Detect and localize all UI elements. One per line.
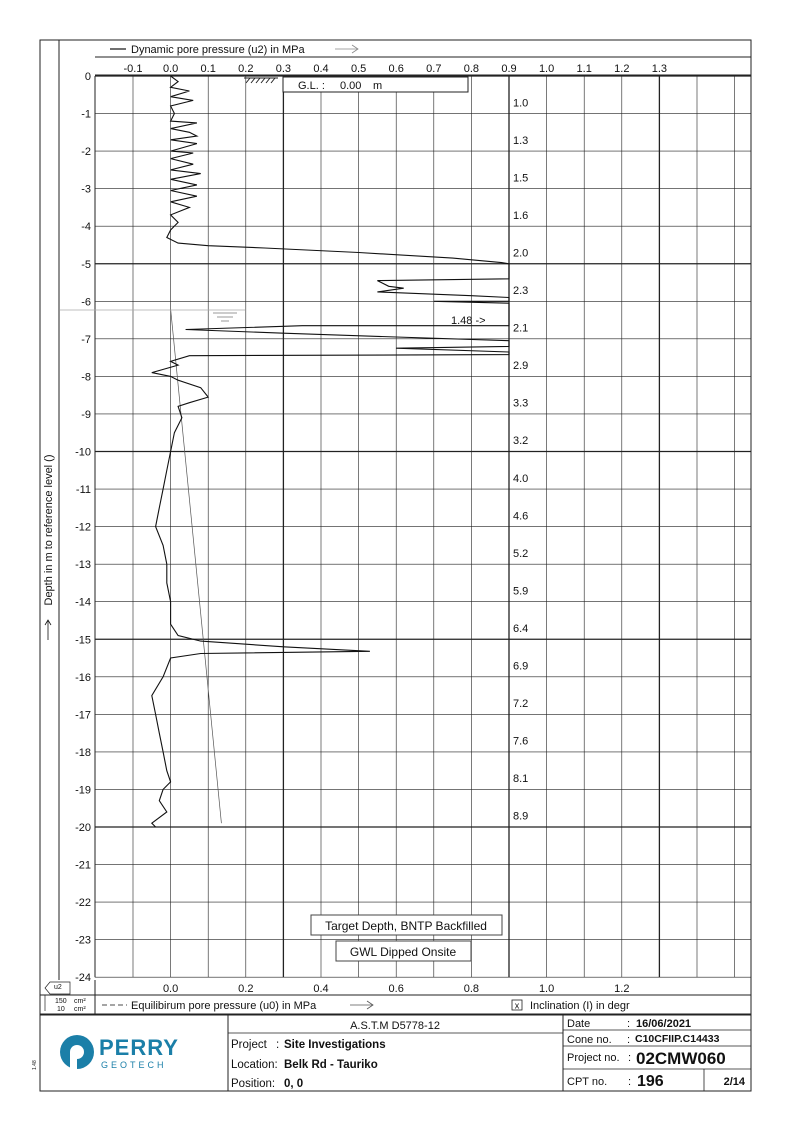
u2-tick-label: 0.4 <box>313 63 329 75</box>
depth-tick-label: -13 <box>75 559 91 572</box>
cone-u2-label: u2 <box>54 984 62 991</box>
projno-colon: : <box>628 1052 632 1064</box>
inclination-value-label: 2.0 <box>513 247 529 260</box>
inclination-title: Inclination (I) in degr <box>530 1000 630 1012</box>
top-axis-arrow <box>335 45 358 53</box>
inclination-value-label: 8.1 <box>513 773 529 786</box>
depth-tick-label: -10 <box>75 446 91 459</box>
u2-tick-label: 0.9 <box>501 63 517 75</box>
logo-company-name: PERRY <box>99 1035 179 1060</box>
u0-tick-label: 0.8 <box>463 983 480 995</box>
inclination-value-label: 1.0 <box>513 97 529 110</box>
u2-tick-label: 0.8 <box>463 63 480 75</box>
depth-tick-label: -8 <box>81 371 91 384</box>
depth-axis-ticks <box>75 71 91 984</box>
projno-value: 02CMW060 <box>636 1049 726 1068</box>
inclination-value-label: 5.2 <box>513 547 529 560</box>
depth-axis-label: Depth in m to reference level () <box>43 454 55 606</box>
depth-tick-label: -7 <box>81 333 91 346</box>
projno-label: Project no. <box>567 1052 620 1064</box>
inclination-labels <box>513 97 528 822</box>
top-axis-title: Dynamic pore pressure (u2) in MPa <box>131 44 305 56</box>
u2-tick-label: 0.3 <box>275 63 292 75</box>
depth-tick-label: -20 <box>75 822 91 834</box>
gl-label: G.L. : <box>298 80 325 92</box>
depth-tick-label: -16 <box>75 671 91 684</box>
depth-tick-label: -4 <box>81 221 91 234</box>
page-number: 2/14 <box>723 1076 745 1088</box>
depth-tick-label: -23 <box>75 934 91 947</box>
cpt-value: 196 <box>637 1073 664 1090</box>
depth-tick-label: -9 <box>81 408 91 421</box>
inclination-value-label: 6.9 <box>513 660 529 673</box>
depth-tick-label: -18 <box>75 746 91 759</box>
u2-axis-ticks <box>124 63 668 75</box>
depth-tick-label: -17 <box>75 709 91 722</box>
u2-tick-label: 1.1 <box>576 63 592 75</box>
u2-tick-label: 0.1 <box>200 63 216 75</box>
u0-tick-label: 0.6 <box>388 983 404 995</box>
inclination-value-label: 7.6 <box>513 735 529 748</box>
inclination-value-label: 8.9 <box>513 810 529 823</box>
position-label: Position: <box>231 1078 276 1090</box>
cone-unit-1: cm² <box>74 998 86 1005</box>
date-label: Date <box>567 1018 591 1030</box>
depth-tick-label: -24 <box>75 972 91 985</box>
u0-axis-title: Equilibirum pore pressure (u0) in MPa <box>131 1000 317 1012</box>
inclination-value-label: 2.3 <box>513 285 529 298</box>
side-tiny-text: 1.48 <box>32 1060 38 1070</box>
cone-area-2: 10 <box>57 1006 65 1013</box>
inclination-value-label: 6.4 <box>513 622 529 635</box>
depth-tick-label: -15 <box>75 634 91 647</box>
inclination-value-label: 7.2 <box>513 698 529 711</box>
standard-text: A.S.T.M D5778-12 <box>350 1020 440 1032</box>
u0-tick-label: 1.2 <box>614 983 630 995</box>
inclination-value-label: 4.0 <box>513 472 529 485</box>
depth-tick-label: -22 <box>75 897 91 910</box>
depth-tick-label: -2 <box>81 146 91 159</box>
date-colon: : <box>627 1018 631 1030</box>
inclination-value-label: 1.5 <box>513 172 529 185</box>
u2-tick-label: 0.2 <box>238 63 254 75</box>
date-value: 16/06/2021 <box>636 1018 692 1030</box>
gwl-text: GWL Dipped Onsite <box>349 945 457 959</box>
u2-tick-label: 0.7 <box>426 63 442 75</box>
cone-value: C10CFIIP.C14433 <box>635 1033 720 1045</box>
depth-axis-label-group <box>43 454 55 605</box>
u2-tick-label: 1.3 <box>651 63 668 75</box>
inclination-legend <box>512 1000 630 1012</box>
u2-tick-label: 0.6 <box>388 63 404 75</box>
inclination-value-label: 3.3 <box>513 397 529 410</box>
u2-tick-label: 1.0 <box>538 63 555 75</box>
u0-tick-label: 0.4 <box>313 983 329 995</box>
inclination-marker: x <box>514 1000 520 1011</box>
project-colon: : <box>276 1039 280 1051</box>
inclination-value-label: 1.3 <box>513 134 529 147</box>
depth-tick-label: 0 <box>84 71 91 83</box>
location-value: Belk Rd - Tauriko <box>284 1059 378 1071</box>
cpt-colon: : <box>628 1076 632 1088</box>
cone-unit-2: cm² <box>74 1006 86 1013</box>
depth-tick-label: -11 <box>75 484 91 497</box>
cpt-label: CPT no. <box>567 1076 608 1088</box>
depth-tick-label: -6 <box>81 296 91 309</box>
cone-label: Cone no. <box>567 1034 612 1046</box>
gwl-marker <box>60 310 245 321</box>
inclination-value-label: 1.6 <box>513 209 529 222</box>
u0-axis-ticks <box>163 983 629 995</box>
u2-tick-label: 0.5 <box>350 63 367 75</box>
depth-tick-label: -19 <box>75 784 91 797</box>
u0-tick-label: 0.0 <box>162 983 179 995</box>
depth-tick-label: -1 <box>81 108 91 121</box>
inclination-value-label: 2.1 <box>513 322 529 335</box>
depth-tick-label: -14 <box>75 596 91 609</box>
position-value: 0, 0 <box>284 1078 304 1090</box>
project-label: Project <box>231 1039 267 1051</box>
project-value: Site Investigations <box>284 1039 386 1051</box>
inclination-value-label: 4.6 <box>513 510 529 523</box>
depth-axis-arrow <box>45 620 51 640</box>
inclination-value-label: 5.9 <box>513 585 529 598</box>
depth-tick-label: -21 <box>75 859 91 872</box>
target-depth-text: Target Depth, BNTP Backfilled <box>325 919 487 933</box>
offscale-label: 1.48 -> <box>451 315 486 327</box>
inclination-value-label: 2.9 <box>513 360 529 373</box>
perry-geotech-logo <box>60 1035 179 1070</box>
location-label: Location: <box>231 1059 278 1071</box>
u2-tick-label: -0.1 <box>123 63 143 75</box>
target-depth-box <box>311 915 502 935</box>
gwl-box <box>336 941 471 961</box>
u0-tick-label: 0.2 <box>238 983 254 995</box>
ground-level-box <box>283 77 468 92</box>
u2-tick-label: 0.0 <box>162 63 179 75</box>
depth-tick-label: -3 <box>81 183 91 196</box>
u0-tick-label: 1.0 <box>538 983 555 995</box>
chart-grid <box>95 76 751 977</box>
cone-colon: : <box>627 1034 631 1046</box>
side-tiny-group <box>32 1060 38 1070</box>
depth-tick-label: -12 <box>75 521 91 534</box>
depth-tick-label: -5 <box>81 258 91 271</box>
u2-tick-label: 1.2 <box>614 63 630 75</box>
gl-unit: m <box>373 80 383 92</box>
cone-area-1: 150 <box>55 998 67 1005</box>
gl-value: 0.00 <box>340 80 362 92</box>
logo-company-sub: GEOTECH <box>101 1060 167 1070</box>
inclination-value-label: 3.2 <box>513 435 529 448</box>
u0-axis-arrow <box>350 1001 373 1009</box>
surface-hatch-marker <box>244 77 278 83</box>
